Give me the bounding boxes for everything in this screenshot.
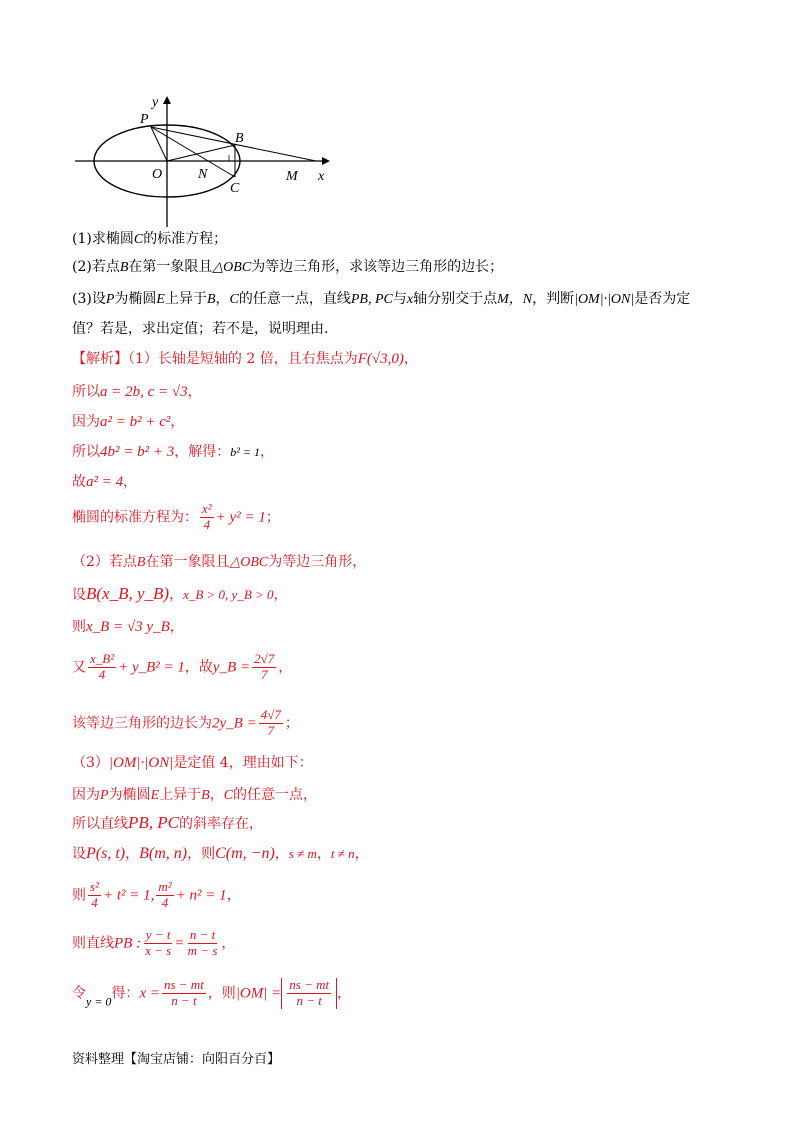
s16-d: ， [226, 887, 241, 904]
s10-b: + y_B² = 1 [118, 659, 185, 676]
s18-den2: n − t [296, 992, 322, 1008]
solution-line-16 [72, 880, 241, 911]
s6-b: + y² = 1 [215, 509, 266, 526]
q1-rest: 的标准方程； [143, 231, 228, 247]
s16-frac-1 [88, 880, 101, 911]
s12-c: 是定值 4，理由如下： [173, 755, 313, 771]
label-x: x [318, 169, 325, 184]
s17-den2: m − s [187, 942, 218, 958]
s4-a: 所以 [72, 444, 100, 460]
s17-a: 则直线 [72, 935, 114, 952]
q2-e: 为等边三角形，求该等边三角形的边长； [251, 259, 504, 275]
s6-den: 4 [203, 516, 211, 532]
s16-den1: 4 [91, 894, 98, 910]
s6-a: 椭圆的标准方程为： [72, 509, 198, 526]
solution-line-10 [72, 652, 292, 683]
s7-c: 在第一象限且 [145, 554, 230, 570]
s10-d: y_B = [212, 659, 251, 676]
q3-e: 上异于 [164, 291, 207, 307]
solution-line-18 [72, 978, 351, 1009]
solution-line-5 [72, 475, 137, 490]
q3-f: B [206, 292, 216, 307]
s6-frac [200, 502, 214, 533]
s18-f: |OM| = [235, 985, 282, 1002]
label-y: y [152, 95, 159, 110]
q2-c: 在第一象限且 [128, 259, 213, 275]
label-O: O [152, 167, 163, 182]
s15-i: ， [316, 846, 331, 862]
s7-b: B [136, 555, 146, 570]
solution-line-6 [72, 502, 280, 533]
s18-b: y = 0 [86, 994, 112, 1009]
s10-den2: 7 [260, 666, 268, 682]
s15-g: ， [274, 846, 289, 862]
s13-f: B [201, 788, 210, 803]
q3-a: (3)设 [72, 291, 106, 307]
s5-a: 故 [72, 474, 86, 490]
s15-c: ， [125, 846, 140, 862]
label-C: C [230, 181, 240, 196]
s7-d: △OBC [229, 555, 269, 570]
q3-m: 轴分别交于点 [413, 291, 498, 307]
s18-a: 令 [72, 985, 86, 1002]
q3-j: PB, PC [350, 292, 393, 307]
ellipse-figure [70, 92, 340, 232]
s13-c: 为椭圆 [108, 787, 151, 803]
s10-e: ， [278, 659, 293, 676]
s16-den2: 4 [161, 894, 169, 910]
label-N: N [198, 167, 208, 182]
s18-g: ， [337, 985, 352, 1002]
s11-den: 7 [267, 722, 275, 738]
solution-line-14 [72, 814, 263, 831]
q3-k: 与 [392, 291, 407, 307]
q3-h: C [229, 292, 239, 307]
s8-a: 设 [72, 587, 86, 603]
s11-c: ； [284, 715, 299, 732]
s2-b: a = 2b, c = √3 [100, 384, 188, 400]
s14-a: 所以直线 [72, 816, 128, 832]
s18-num2: ns − mt [289, 977, 330, 992]
s3-a: 因为 [72, 414, 100, 430]
x-axis-arrow [322, 157, 330, 165]
s1-a: （1）长轴是短轴的 2 倍，且右焦点为 [128, 351, 358, 367]
solution-line-17 [72, 928, 235, 959]
question-1 [72, 232, 227, 247]
s15-a: 设 [72, 846, 86, 862]
s15-d: B(m, n) [139, 845, 188, 862]
s13-b: P [100, 788, 109, 803]
q3-b: P [105, 292, 115, 307]
s6-num: x² [202, 501, 212, 516]
s11-a: 该等边三角形的边长为 [72, 715, 212, 732]
s18-c: 得： [111, 985, 140, 1002]
s18-abs [281, 978, 337, 1009]
s18-num1: ns − mt [163, 977, 204, 992]
s18-e: ，则 [207, 985, 236, 1002]
s13-a: 因为 [72, 787, 100, 803]
s18-frac-2 [287, 978, 331, 1009]
s8-e: ， [273, 587, 288, 603]
s2-c: ， [187, 384, 202, 400]
s15-f: C(m, −n) [215, 845, 275, 862]
segment-PB-extended [151, 127, 316, 161]
footer: 资料整理【淘宝店铺：向阳百分百】 [72, 1052, 281, 1067]
solution-line-3 [72, 415, 184, 430]
s11-num: 4√7 [260, 707, 281, 722]
s13-g: ， [209, 787, 224, 803]
s10-frac-1 [88, 652, 116, 683]
s16-a: 则 [72, 887, 86, 904]
s17-frac-2 [186, 928, 220, 959]
solution-line-13 [72, 788, 317, 803]
s9-a: 则 [72, 619, 86, 635]
right-angle-marker [229, 155, 235, 161]
solution-line-7 [72, 555, 366, 570]
solution-line-11 [72, 708, 299, 739]
s2-a: 所以 [72, 384, 100, 400]
s18-den1: n − t [171, 992, 197, 1008]
s5-c: ， [123, 474, 138, 490]
s15-j: t ≠ n [330, 846, 355, 861]
s13-e: 上异于 [159, 787, 202, 803]
q3-l: x [406, 292, 414, 307]
s13-d: E [150, 788, 160, 803]
q3-p: |OM|·|ON| [574, 292, 635, 307]
q3-n: M，N [497, 292, 533, 307]
s14-b: PB, PC [128, 813, 179, 832]
q1-text: (1)求椭圆 [72, 231, 134, 247]
label-B: B [235, 131, 244, 146]
s15-e: ，则 [187, 846, 216, 862]
solution-line-2 [72, 385, 202, 400]
segment-PC [151, 127, 235, 177]
s10-frac-2 [252, 652, 276, 683]
s10-num: x_B² [90, 651, 115, 666]
s17-frac-1 [143, 928, 173, 959]
s12-a: （3） [72, 755, 109, 771]
s10-c: ，故 [184, 659, 213, 676]
s9-b: x_B = √3 y_B [86, 619, 170, 635]
s8-c: ， [169, 587, 184, 603]
s17-d: ， [221, 935, 236, 952]
s5-b: a² = 4 [86, 474, 124, 490]
solution-tag: 【解析】 [72, 351, 128, 367]
s18-d: x = [139, 985, 160, 1002]
s1-b: F(√3,0) [357, 351, 404, 367]
q3-i: 的任意一点，直线 [238, 291, 351, 307]
s10-a: 又 [72, 659, 86, 676]
q3-o: ，判断 [532, 291, 575, 307]
solution-line-9 [72, 620, 184, 635]
q2-d: △OBC [212, 260, 252, 275]
q2-a: (2)若点 [72, 259, 120, 275]
s16-frac-2 [156, 880, 173, 911]
s4-c: ，解得： [174, 444, 231, 460]
solution-line-8 [72, 585, 288, 602]
s15-b: P(s, t) [86, 845, 126, 862]
s14-c: 的斜率存在， [179, 816, 263, 832]
s16-num2: m² [158, 879, 172, 894]
s7-e: 为等边三角形， [268, 554, 367, 570]
s12-b: |OM|·|ON| [108, 755, 174, 771]
q3-d: E [156, 292, 165, 307]
s17-b: PB : [114, 935, 142, 952]
s10-num2: 2√7 [254, 651, 275, 666]
question-2 [72, 260, 503, 275]
s13-i: 的任意一点， [233, 787, 318, 803]
s17-num1: y − t [145, 927, 171, 942]
s6-c: ； [265, 509, 280, 526]
s11-frac [259, 708, 283, 739]
s16-num1: s² [90, 879, 99, 894]
solution-line-15 [72, 846, 369, 862]
q3-q: 是否为定 [634, 291, 691, 307]
s17-den1: x − s [145, 942, 172, 958]
segment-OB [167, 145, 235, 161]
solution-line-4 [72, 445, 274, 460]
solution-line-12 [72, 756, 313, 771]
s15-k: ， [354, 846, 369, 862]
s3-b: a² = b² + c² [100, 414, 171, 430]
s8-d: x_B > 0, y_B > 0 [183, 587, 274, 602]
s16-b: + t² = 1, [102, 887, 155, 904]
s15-h: s ≠ m [288, 846, 317, 861]
label-M: M [286, 169, 298, 184]
s16-c: + n² = 1 [175, 887, 227, 904]
s4-e: ， [259, 444, 274, 460]
q2-b: B [119, 260, 129, 275]
question-3-line-1 [72, 292, 690, 307]
s3-c: ， [170, 414, 185, 430]
s17-c: = [175, 935, 184, 952]
s10-den: 4 [98, 666, 106, 682]
s4-d: b² = 1 [230, 445, 260, 459]
s7-a: （2）若点 [72, 554, 137, 570]
q3-c: 为椭圆 [114, 291, 157, 307]
s4-b: 4b² = b² + 3 [100, 444, 175, 460]
s9-c: ， [169, 619, 184, 635]
question-3-line-2: 值？若是，求出定值；若不是，说明理由. [72, 321, 329, 337]
s8-b: B(x_B, y_B) [86, 584, 170, 603]
y-axis-arrow [163, 96, 171, 104]
solution-line-1 [72, 352, 418, 367]
label-P: P [140, 112, 149, 127]
s18-frac-1 [162, 978, 206, 1009]
s11-b: 2y_B = [212, 715, 257, 732]
s1-c: ， [403, 351, 418, 367]
q3-g: ， [215, 291, 230, 307]
s13-h: C [223, 788, 234, 803]
q1-var: C [133, 232, 144, 247]
s17-num2: n − t [189, 927, 216, 942]
